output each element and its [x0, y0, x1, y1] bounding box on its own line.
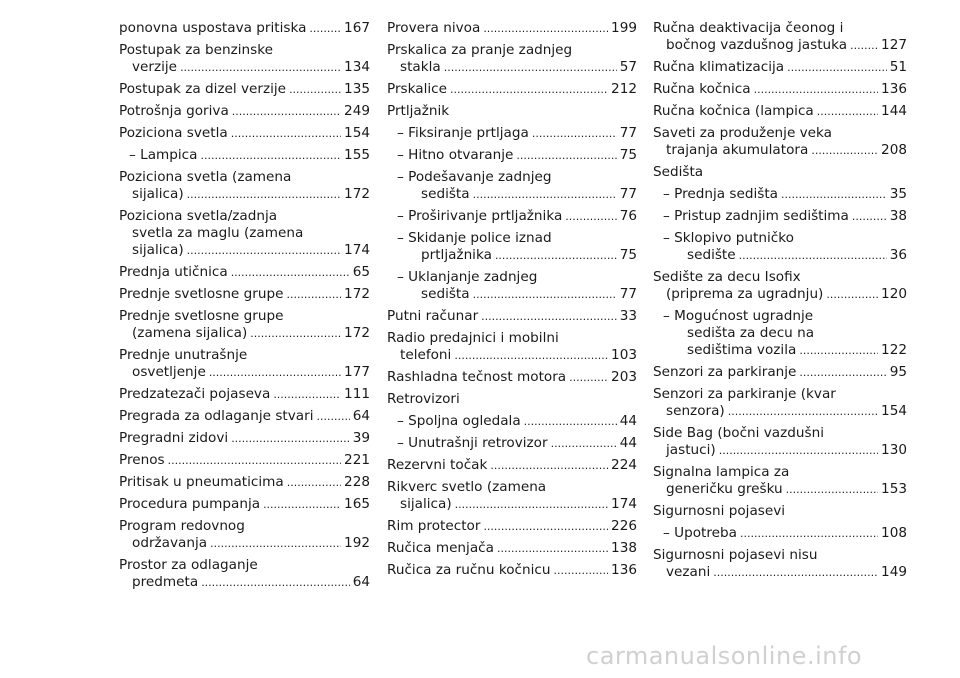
index-column-1: [119, 20, 370, 596]
entry-text: – Pristup zadnjim sedištima: [663, 208, 849, 224]
entry-text: Prtljažnik: [387, 103, 450, 119]
entry-text: – Sklopivo putničko: [663, 230, 794, 246]
entry-text: sedište: [687, 247, 736, 263]
dot-leader: [481, 308, 617, 325]
dot-leader: [490, 457, 608, 474]
page-number: 167: [344, 20, 370, 36]
entry-text: Pregradni zidovi: [119, 430, 229, 446]
entry-text: – Unutrašnji retrovizor: [397, 435, 548, 451]
entry-text: Prednja utičnica: [119, 264, 228, 280]
page-number: 165: [344, 496, 370, 512]
page-number: 44: [619, 413, 637, 429]
page-number: 77: [619, 186, 637, 202]
entry-text: vezani: [666, 564, 711, 580]
index-entry: [387, 330, 637, 364]
entry-text: senzora): [666, 403, 725, 419]
dot-leader: [799, 364, 886, 381]
entry-text: Prednje svetlosne grupe: [119, 308, 284, 324]
entry-text: Poziciona svetla (zamena: [119, 169, 292, 185]
page-number: 226: [611, 518, 637, 534]
index-entry: [119, 125, 370, 142]
entry-text: Poziciona svetla/zadnja: [119, 208, 278, 224]
dot-leader: [454, 347, 608, 364]
dot-leader: [231, 264, 350, 281]
dot-leader: [728, 403, 878, 420]
entry-text: – Podešavanje zadnjeg: [397, 169, 552, 185]
entry-text: Sigurnosni pojasevi nisu: [653, 547, 818, 563]
entry-text: Side Bag (bočni vazdušni: [653, 425, 824, 441]
index-subentry: [387, 269, 637, 303]
page-number: 192: [344, 535, 370, 551]
page-number: 174: [611, 496, 637, 512]
entry-text: ponovna uspostava pritiska: [119, 20, 307, 36]
dot-leader: [455, 496, 608, 513]
page-number: 64: [352, 574, 370, 590]
page-number: 224: [611, 457, 637, 473]
index-subentry: [653, 230, 907, 264]
entry-text: Prostor za odlaganje: [119, 557, 258, 573]
page-number: 36: [889, 247, 907, 263]
page-number: 136: [611, 562, 637, 578]
page-number: 75: [619, 247, 637, 263]
entry-text: Saveti za produženje veka: [653, 125, 833, 141]
watermark-footer[interactable]: carmanualsonline.info: [586, 642, 863, 670]
entry-text: sijalica): [132, 186, 184, 202]
page-number: 103: [611, 347, 637, 363]
entry-text: prtljažnika: [421, 247, 492, 263]
index-entry: [119, 286, 370, 303]
index-subentry: [653, 525, 907, 542]
index-entry: [119, 42, 370, 76]
index-entry: [387, 20, 637, 37]
entry-text: Predzatezači pojaseva: [119, 386, 271, 402]
page-number: 249: [344, 103, 370, 119]
dot-leader: [201, 574, 350, 591]
entry-text: Senzori za parkiranje (kvar: [653, 386, 836, 402]
index-entry: [387, 457, 637, 474]
page-number: 177: [344, 364, 370, 380]
index-entry: [119, 452, 370, 469]
page-number: 64: [352, 408, 370, 424]
index-heading: [653, 164, 907, 181]
entry-text: Potrošnja goriva: [119, 103, 229, 119]
entry-text: Poziciona svetla: [119, 125, 228, 141]
entry-text: predmeta: [132, 574, 199, 590]
index-entry: [653, 547, 907, 581]
entry-text: Senzori za parkiranje: [653, 364, 797, 380]
index-entry: [653, 386, 907, 420]
index-entry: [119, 347, 370, 381]
entry-text: Ručna kočnica (lampica: [653, 103, 814, 119]
entry-text: (priprema za ugradnju): [666, 286, 824, 302]
entry-text: Ručica za ručnu kočnicu: [387, 562, 551, 578]
index-entry: [653, 20, 907, 54]
dot-leader: [719, 442, 878, 459]
page-number: 135: [344, 81, 370, 97]
page-number: 130: [881, 442, 907, 458]
index-entry: [387, 42, 637, 76]
entry-text: jastuci): [666, 442, 716, 458]
dot-leader: [309, 20, 341, 37]
page-number: 174: [344, 242, 370, 258]
index-heading: [387, 103, 637, 120]
dot-leader: [286, 286, 341, 303]
index-entry: [119, 20, 370, 37]
entry-text: Sigurnosni pojasevi: [653, 503, 786, 519]
index-subentry: [387, 147, 637, 164]
entry-text: Prednje svetlosne grupe: [119, 286, 284, 302]
dot-leader: [180, 59, 341, 76]
index-entry: [653, 103, 907, 120]
index-entry: [119, 169, 370, 203]
index-subentry: [387, 413, 637, 430]
dot-leader: [495, 247, 617, 264]
entry-text: sijalica): [132, 242, 184, 258]
page-number: 77: [619, 125, 637, 141]
page-number: 153: [881, 481, 907, 497]
index-entry: [653, 464, 907, 498]
entry-text: trajanja akumulatora: [666, 142, 809, 158]
index-subentry: [387, 230, 637, 264]
entry-text: bočnog vazdušnog jastuka: [666, 37, 848, 53]
dot-leader: [565, 208, 616, 225]
entry-text: sedišta: [421, 186, 470, 202]
entry-text: Rikverc svetlo (zamena: [387, 479, 547, 495]
dot-leader: [524, 413, 617, 430]
entry-text: Rezervni točak: [387, 457, 488, 473]
entry-text: sedištima vozila: [687, 342, 797, 358]
entry-text: Retrovizori: [387, 391, 460, 407]
dot-leader: [209, 364, 341, 381]
entry-text: – Upotreba: [663, 525, 737, 541]
page-number: 149: [881, 564, 907, 580]
page-number: 221: [344, 452, 370, 468]
entry-text: Rashladna tečnost motora: [387, 369, 567, 385]
page-number: 95: [889, 364, 907, 380]
dot-leader: [473, 186, 617, 203]
dot-leader: [231, 125, 341, 142]
dot-leader: [444, 59, 617, 76]
dot-leader: [497, 540, 608, 557]
dot-leader: [232, 103, 341, 120]
entry-text: sedišta za decu na: [687, 325, 815, 341]
index-subentry: [387, 125, 637, 142]
dot-leader: [826, 286, 878, 303]
dot-leader: [483, 518, 608, 535]
index-entry: [653, 125, 907, 159]
dot-leader: [551, 435, 617, 452]
index-entry: [653, 425, 907, 459]
dot-leader: [569, 369, 608, 386]
dot-leader: [289, 81, 341, 98]
page-number: 208: [881, 142, 907, 158]
index-subentry: [653, 208, 907, 225]
page-number: 39: [352, 430, 370, 446]
index-entry: [119, 408, 370, 425]
index-entry: [653, 59, 907, 76]
page-number: 144: [881, 103, 907, 119]
entry-text: Sedišta: [653, 164, 704, 180]
entry-text: Rim protector: [387, 518, 481, 534]
page-number: 199: [611, 20, 637, 36]
entry-text: – Hitno otvaranje: [397, 147, 514, 163]
entry-text: Procedura pumpanja: [119, 496, 261, 512]
dot-leader: [787, 59, 887, 76]
entry-text: Radio predajnici i mobilni: [387, 330, 559, 346]
index-entry: [119, 81, 370, 98]
entry-text: sedišta: [421, 286, 470, 302]
index-column-3: [653, 20, 907, 586]
dot-leader: [739, 247, 887, 264]
page-number: 76: [619, 208, 637, 224]
dot-leader: [532, 125, 617, 142]
dot-leader: [786, 481, 878, 498]
page-number: 35: [889, 186, 907, 202]
dot-leader: [200, 147, 341, 164]
dot-leader: [187, 242, 341, 259]
page-number: 172: [344, 186, 370, 202]
page-number: 38: [889, 208, 907, 224]
entry-text: Program redovnog: [119, 518, 245, 534]
dot-leader: [287, 474, 341, 491]
index-entry: [119, 103, 370, 120]
entry-text: održavanja: [132, 535, 208, 551]
entry-text: – Skidanje police iznad: [397, 230, 552, 246]
entry-text: verzije: [132, 59, 178, 75]
index-subentry: [653, 308, 907, 359]
entry-text: Prskalice: [387, 81, 447, 97]
index-entry: [119, 496, 370, 513]
entry-text: stakla: [400, 59, 441, 75]
entry-text: – Uklanjanje zadnjeg: [397, 269, 538, 285]
dot-leader: [817, 103, 878, 120]
index-entry: [387, 81, 637, 98]
page-number: 75: [619, 147, 637, 163]
entry-text: (zamena sijalica): [132, 325, 248, 341]
entry-text: Ručna klimatizacija: [653, 59, 785, 75]
dot-leader: [850, 37, 878, 54]
page-number: 138: [611, 540, 637, 556]
entry-text: – Fiksiranje prtljaga: [397, 125, 529, 141]
index-entry: [119, 264, 370, 281]
index-subentry: [387, 169, 637, 203]
dot-leader: [483, 20, 608, 37]
dot-leader: [450, 81, 608, 98]
dot-leader: [852, 208, 887, 225]
entry-text: Signalna lampica za: [653, 464, 790, 480]
dot-leader: [781, 186, 887, 203]
dot-leader: [516, 147, 616, 164]
page-number: 77: [619, 286, 637, 302]
page-number: 212: [611, 81, 637, 97]
entry-text: – Spoljna ogledala: [397, 413, 521, 429]
index-entry: [119, 430, 370, 447]
page-number: 136: [881, 81, 907, 97]
entry-text: Postupak za dizel verzije: [119, 81, 287, 97]
page-number: 155: [344, 147, 370, 163]
page-number: 172: [344, 286, 370, 302]
entry-text: – Proširivanje prtljažnika: [397, 208, 563, 224]
page-number: 122: [881, 342, 907, 358]
page-number: 57: [619, 59, 637, 75]
entry-text: – Lampica: [129, 147, 198, 163]
index-entry: [119, 208, 370, 259]
page-number: 65: [352, 264, 370, 280]
entry-text: Postupak za benzinske: [119, 42, 273, 58]
index-entry: [119, 474, 370, 491]
page-number: 154: [344, 125, 370, 141]
page-number: 44: [619, 435, 637, 451]
index-subentry: [653, 186, 907, 203]
index-entry: [387, 479, 637, 513]
page-number: 154: [881, 403, 907, 419]
page-number: 172: [344, 325, 370, 341]
dot-leader: [273, 386, 341, 403]
entry-text: svetla za maglu (zamena: [132, 225, 304, 241]
index-entry: [387, 518, 637, 535]
entry-text: Ručica menjača: [387, 540, 494, 556]
entry-text: Pritisak u pneumaticima: [119, 474, 284, 490]
index-entry: [119, 557, 370, 591]
dot-leader: [168, 452, 341, 469]
index-entry: [653, 81, 907, 98]
page-number: 203: [611, 369, 637, 385]
page-number: 111: [344, 386, 370, 402]
entry-text: Pregrada za odlaganje stvari: [119, 408, 314, 424]
index-entry: [653, 364, 907, 381]
dot-leader: [754, 81, 878, 98]
page-number: 33: [619, 308, 637, 324]
index-entry: [653, 269, 907, 303]
index-entry: [387, 540, 637, 557]
index-subentry: [119, 147, 370, 164]
dot-leader: [740, 525, 878, 542]
dot-leader: [713, 564, 878, 581]
index-subentry: [387, 435, 637, 452]
entry-text: telefoni: [400, 347, 452, 363]
index-entry: [387, 369, 637, 386]
dot-leader: [799, 342, 878, 359]
dot-leader: [473, 286, 617, 303]
entry-text: generičku grešku: [666, 481, 783, 497]
dot-leader: [231, 430, 350, 447]
page-number: 120: [881, 286, 907, 302]
index-entry: [387, 562, 637, 579]
index-heading: [653, 503, 907, 520]
index-entry: [119, 308, 370, 342]
index-column-2: [387, 20, 637, 584]
page-number: 127: [881, 37, 907, 53]
entry-text: Putni računar: [387, 308, 479, 324]
entry-text: Sedište za decu Isofix: [653, 269, 801, 285]
index-entry: [119, 518, 370, 552]
entry-text: Provera nivoa: [387, 20, 481, 36]
entry-text: sijalica): [400, 496, 452, 512]
page-number: 108: [881, 525, 907, 541]
entry-text: Prednje unutrašnje: [119, 347, 248, 363]
entry-text: osvetljenje: [132, 364, 206, 380]
dot-leader: [316, 408, 349, 425]
entry-text: Ručna kočnica: [653, 81, 751, 97]
entry-text: – Prednja sedišta: [663, 186, 778, 202]
page-number: 228: [344, 474, 370, 490]
index-entry: [387, 308, 637, 325]
dot-leader: [187, 186, 341, 203]
entry-text: – Mogućnost ugradnje: [663, 308, 814, 324]
page-number: 51: [889, 59, 907, 75]
entry-text: Prenos: [119, 452, 165, 468]
index-heading: [387, 391, 637, 408]
dot-leader: [250, 325, 341, 342]
index-subentry: [387, 208, 637, 225]
dot-leader: [811, 142, 878, 159]
index-entry: [119, 386, 370, 403]
dot-leader: [210, 535, 341, 552]
dot-leader: [263, 496, 341, 513]
entry-text: Prskalica za pranje zadnjeg: [387, 42, 573, 58]
dot-leader: [554, 562, 609, 579]
page-number: 134: [344, 59, 370, 75]
entry-text: Ručna deaktivacija čeonog i: [653, 20, 844, 36]
